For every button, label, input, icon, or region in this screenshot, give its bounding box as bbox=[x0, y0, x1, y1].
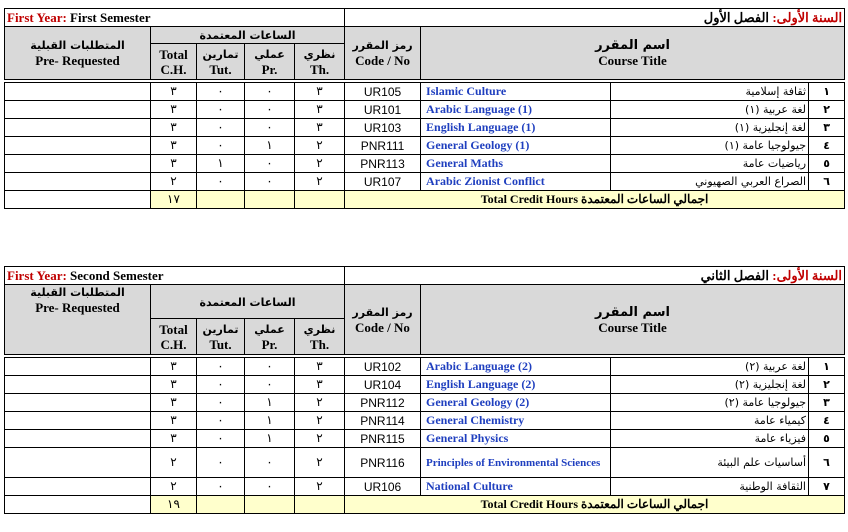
total-th-cell bbox=[295, 191, 345, 209]
total-ch-cell: ٣ bbox=[151, 137, 197, 155]
prereq-cell bbox=[5, 119, 151, 137]
row-number-cell: ٣ bbox=[809, 394, 845, 412]
course-title-ar-cell: لغة عربية (١) bbox=[611, 101, 809, 119]
course-title-header-en: Course Title bbox=[598, 53, 667, 68]
prereq-header-en: Pre- Requested bbox=[35, 53, 120, 68]
total-ch-cell: ٣ bbox=[151, 394, 197, 412]
credit-hours-header bbox=[151, 27, 345, 44]
code-header-ar: رمز المقرر bbox=[352, 305, 413, 319]
course-title-en-cell: Islamic Culture bbox=[421, 83, 611, 101]
th-header-ar: نظري bbox=[303, 322, 336, 336]
tut-cell: ٠ bbox=[197, 137, 245, 155]
th-cell: ٢ bbox=[295, 137, 345, 155]
total-pr-cell bbox=[245, 191, 295, 209]
tut-header-en: Tut. bbox=[209, 336, 232, 352]
table-row bbox=[5, 376, 845, 394]
code-header-en: Code / No bbox=[355, 319, 410, 335]
semester-title-row bbox=[5, 267, 845, 285]
course-code-cell: UR106 bbox=[345, 478, 421, 496]
course-title-en-cell: English Language (1) bbox=[421, 119, 611, 137]
pr-cell: ١ bbox=[245, 137, 295, 155]
year-label-ar: السنة الأولى: bbox=[772, 9, 843, 25]
credit-hours-header bbox=[151, 285, 345, 319]
prereq-header-ar: المتطلبات القبلية bbox=[30, 286, 125, 299]
prereq-cell bbox=[5, 191, 151, 209]
course-title-header-ar: اسم المقرر bbox=[595, 304, 670, 320]
course-code-cell: PNR114 bbox=[345, 412, 421, 430]
course-code-cell: PNR113 bbox=[345, 155, 421, 173]
tut-header-ar: تمارين bbox=[202, 322, 239, 336]
year-label-en: First Year: bbox=[7, 267, 67, 283]
pr-header-ar: عملي bbox=[254, 322, 285, 336]
pr-cell: ٠ bbox=[245, 83, 295, 101]
th-header-en: Th. bbox=[309, 61, 330, 77]
total-ch-cell: ٣ bbox=[151, 430, 197, 448]
prereq-cell bbox=[5, 155, 151, 173]
pr-header bbox=[245, 44, 295, 80]
course-title-ar-cell: كيمياء عامة bbox=[611, 412, 809, 430]
prereq-cell bbox=[5, 173, 151, 191]
prereq-cell bbox=[5, 430, 151, 448]
row-number-cell: ٢ bbox=[809, 101, 845, 119]
table-row bbox=[5, 101, 845, 119]
course-title-en-cell: English Language (2) bbox=[421, 376, 611, 394]
prereq-cell bbox=[5, 376, 151, 394]
pr-cell: ٠ bbox=[245, 448, 295, 478]
semester-title-en bbox=[5, 9, 345, 27]
th-header bbox=[295, 319, 345, 355]
course-title-ar-cell: رياضيات عامة bbox=[611, 155, 809, 173]
semester-label-ar: الفصل الأول bbox=[703, 9, 770, 25]
tut-cell: ٠ bbox=[197, 394, 245, 412]
ch-label: C.H. bbox=[160, 336, 187, 352]
pr-cell: ٠ bbox=[245, 155, 295, 173]
tut-cell: ٠ bbox=[197, 119, 245, 137]
th-cell: ٢ bbox=[295, 448, 345, 478]
total-ch-cell: ٣ bbox=[151, 83, 197, 101]
course-title-en-cell: Principles of Environmental Sciences bbox=[421, 448, 611, 478]
th-cell: ٢ bbox=[295, 394, 345, 412]
total-label: Total bbox=[159, 46, 188, 62]
th-cell: ٣ bbox=[295, 376, 345, 394]
tut-cell: ٠ bbox=[197, 358, 245, 376]
prereq-header-en: Pre- Requested bbox=[35, 300, 120, 315]
th-cell: ٢ bbox=[295, 155, 345, 173]
total-ch-cell: ٣ bbox=[151, 101, 197, 119]
total-label: Total bbox=[159, 321, 188, 337]
course-title-ar-cell: جيولوجيا عامة (٢) bbox=[611, 394, 809, 412]
row-number-cell: ٥ bbox=[809, 155, 845, 173]
th-cell: ٢ bbox=[295, 430, 345, 448]
tut-cell: ٠ bbox=[197, 173, 245, 191]
prereq-header bbox=[5, 285, 151, 355]
table-row bbox=[5, 412, 845, 430]
semester-title-ar bbox=[345, 267, 845, 285]
tut-cell: ٠ bbox=[197, 448, 245, 478]
course-title-en-cell: General Physics bbox=[421, 430, 611, 448]
course-title-en-cell: General Geology (2) bbox=[421, 394, 611, 412]
course-title-ar-cell: لغة إنجليزية (٢) bbox=[611, 376, 809, 394]
course-title-ar-cell: فيزياء عامة bbox=[611, 430, 809, 448]
course-code-cell: PNR115 bbox=[345, 430, 421, 448]
prereq-header-ar: المتطلبات القبلية bbox=[30, 39, 125, 52]
table-row bbox=[5, 478, 845, 496]
pr-cell: ٠ bbox=[245, 101, 295, 119]
prereq-cell bbox=[5, 478, 151, 496]
code-header bbox=[345, 285, 421, 355]
pr-cell: ٠ bbox=[245, 173, 295, 191]
course-title-en-cell: General Maths bbox=[421, 155, 611, 173]
course-code-cell: UR102 bbox=[345, 358, 421, 376]
total-ch-cell: ٣ bbox=[151, 412, 197, 430]
course-title-en-cell: Arabic Language (2) bbox=[421, 358, 611, 376]
course-title-header bbox=[421, 285, 845, 355]
prereq-cell bbox=[5, 448, 151, 478]
course-title-ar-cell: أساسيات علم البيئة bbox=[611, 448, 809, 478]
prereq-cell bbox=[5, 412, 151, 430]
code-header-en: Code / No bbox=[355, 53, 410, 68]
row-number-cell: ٤ bbox=[809, 412, 845, 430]
course-title-ar-cell: الصراع العربي الصهيوني bbox=[611, 173, 809, 191]
tut-header bbox=[197, 319, 245, 355]
tut-cell: ٠ bbox=[197, 376, 245, 394]
pr-cell: ١ bbox=[245, 394, 295, 412]
th-cell: ٣ bbox=[295, 358, 345, 376]
course-code-cell: UR101 bbox=[345, 101, 421, 119]
course-code-cell: UR105 bbox=[345, 83, 421, 101]
prereq-header bbox=[5, 27, 151, 80]
prereq-cell bbox=[5, 394, 151, 412]
row-number-cell: ٥ bbox=[809, 430, 845, 448]
total-pr-cell bbox=[245, 496, 295, 514]
pr-cell: ١ bbox=[245, 412, 295, 430]
table-row bbox=[5, 394, 845, 412]
credit-hours-header-ar: الساعات المعتمدة bbox=[199, 29, 296, 42]
course-title-ar-cell: لغة عربية (٢) bbox=[611, 358, 809, 376]
row-number-cell: ٦ bbox=[809, 448, 845, 478]
th-cell: ٣ bbox=[295, 101, 345, 119]
pr-header-en: Pr. bbox=[261, 61, 278, 77]
table-row bbox=[5, 448, 845, 478]
course-code-cell: UR103 bbox=[345, 119, 421, 137]
total-th-cell bbox=[295, 496, 345, 514]
row-number-cell: ٦ bbox=[809, 173, 845, 191]
table-row bbox=[5, 173, 845, 191]
prereq-cell bbox=[5, 496, 151, 514]
prereq-cell bbox=[5, 358, 151, 376]
semester-2-table bbox=[4, 266, 844, 514]
semester-label-ar: الفصل الثاني bbox=[700, 267, 769, 283]
table-row bbox=[5, 119, 845, 137]
tut-cell: ١ bbox=[197, 155, 245, 173]
th-cell: ٣ bbox=[295, 83, 345, 101]
row-number-cell: ٣ bbox=[809, 119, 845, 137]
total-ch-cell: ٢ bbox=[151, 448, 197, 478]
th-header-ar: نظري bbox=[303, 47, 336, 61]
course-title-header-ar: اسم المقرر bbox=[595, 38, 671, 53]
total-ch-cell: ٣ bbox=[151, 376, 197, 394]
pr-header bbox=[245, 319, 295, 355]
course-code-cell: PNR112 bbox=[345, 394, 421, 412]
tut-cell: ٠ bbox=[197, 430, 245, 448]
semester-title-en bbox=[5, 267, 345, 285]
total-credit-label: Total Credit Hours اجمالي الساعات المعتمدة bbox=[345, 496, 845, 514]
total-ch-cell: ٢ bbox=[151, 173, 197, 191]
row-number-cell: ٤ bbox=[809, 137, 845, 155]
course-title-ar-cell: الثقافة الوطنية bbox=[611, 478, 809, 496]
row-number-cell: ٢ bbox=[809, 376, 845, 394]
total-tut-cell bbox=[197, 496, 245, 514]
th-cell: ٢ bbox=[295, 173, 345, 191]
pr-header-en: Pr. bbox=[261, 336, 278, 352]
course-title-en-cell: General Chemistry bbox=[421, 412, 611, 430]
course-code-cell: PNR111 bbox=[345, 137, 421, 155]
total-ch-cell: ٣ bbox=[151, 155, 197, 173]
course-title-ar-cell: جيولوجيا عامة (١) bbox=[611, 137, 809, 155]
total-ch-cell: ٣ bbox=[151, 119, 197, 137]
year-label-en: First Year: bbox=[7, 9, 67, 25]
course-title-en-cell: General Geology (1) bbox=[421, 137, 611, 155]
course-code-cell: PNR116 bbox=[345, 448, 421, 478]
semester-title-ar bbox=[345, 9, 845, 27]
tut-cell: ٠ bbox=[197, 412, 245, 430]
table-row bbox=[5, 430, 845, 448]
year-label-ar: السنة الأولى: bbox=[772, 267, 842, 283]
row-number-cell: ١ bbox=[809, 83, 845, 101]
course-title-en-cell: Arabic Language (1) bbox=[421, 101, 611, 119]
pr-cell: ٠ bbox=[245, 376, 295, 394]
course-title-en-cell: National Culture bbox=[421, 478, 611, 496]
table-row bbox=[5, 155, 845, 173]
code-header bbox=[345, 27, 421, 80]
th-cell: ٣ bbox=[295, 119, 345, 137]
prereq-cell bbox=[5, 83, 151, 101]
course-code-cell: UR104 bbox=[345, 376, 421, 394]
course-title-en-cell: Arabic Zionist Conflict bbox=[421, 173, 611, 191]
course-title-header bbox=[421, 27, 845, 80]
th-header bbox=[295, 44, 345, 80]
tut-header bbox=[197, 44, 245, 80]
course-code-cell: UR107 bbox=[345, 173, 421, 191]
tut-cell: ٠ bbox=[197, 101, 245, 119]
row-number-cell: ١ bbox=[809, 358, 845, 376]
pr-cell: ٠ bbox=[245, 358, 295, 376]
table-row bbox=[5, 83, 845, 101]
code-header-ar: رمز المقرر bbox=[352, 39, 413, 52]
th-cell: ٢ bbox=[295, 478, 345, 496]
total-credit-value: ١٧ bbox=[151, 191, 197, 209]
row-number-cell: ٧ bbox=[809, 478, 845, 496]
credit-hours-header-ar: الساعات المعتمدة bbox=[199, 295, 296, 309]
pr-cell: ١ bbox=[245, 430, 295, 448]
tut-header-ar: تمارين bbox=[202, 47, 239, 61]
course-title-ar-cell: ثقافة إسلامية bbox=[611, 83, 809, 101]
prereq-cell bbox=[5, 101, 151, 119]
table-row bbox=[5, 358, 845, 376]
total-tut-cell bbox=[197, 191, 245, 209]
total-row bbox=[5, 191, 845, 209]
semester-label-en: Second Semester bbox=[70, 267, 164, 283]
course-title-header-en: Course Title bbox=[598, 319, 667, 335]
semester-1-table bbox=[4, 8, 844, 209]
table-row bbox=[5, 137, 845, 155]
semester-title-row bbox=[5, 9, 845, 27]
course-title-ar-cell: لغة إنجليزية (١) bbox=[611, 119, 809, 137]
semester-label-en: First Semester bbox=[70, 9, 151, 25]
total-ch-cell: ٣ bbox=[151, 358, 197, 376]
tut-header-en: Tut. bbox=[209, 61, 232, 77]
th-cell: ٢ bbox=[295, 412, 345, 430]
total-row bbox=[5, 496, 845, 514]
total-ch-header bbox=[151, 44, 197, 80]
th-header-en: Th. bbox=[309, 336, 330, 352]
total-credit-value: ١٩ bbox=[151, 496, 197, 514]
ch-label: C.H. bbox=[160, 61, 187, 77]
total-ch-cell: ٢ bbox=[151, 478, 197, 496]
total-ch-header bbox=[151, 319, 197, 355]
pr-cell: ٠ bbox=[245, 478, 295, 496]
pr-header-ar: عملي bbox=[254, 47, 285, 61]
pr-cell: ٠ bbox=[245, 119, 295, 137]
prereq-cell bbox=[5, 137, 151, 155]
tut-cell: ٠ bbox=[197, 83, 245, 101]
tut-cell: ٠ bbox=[197, 478, 245, 496]
total-credit-label: Total Credit Hours اجمالي الساعات المعتمدة bbox=[345, 191, 845, 209]
